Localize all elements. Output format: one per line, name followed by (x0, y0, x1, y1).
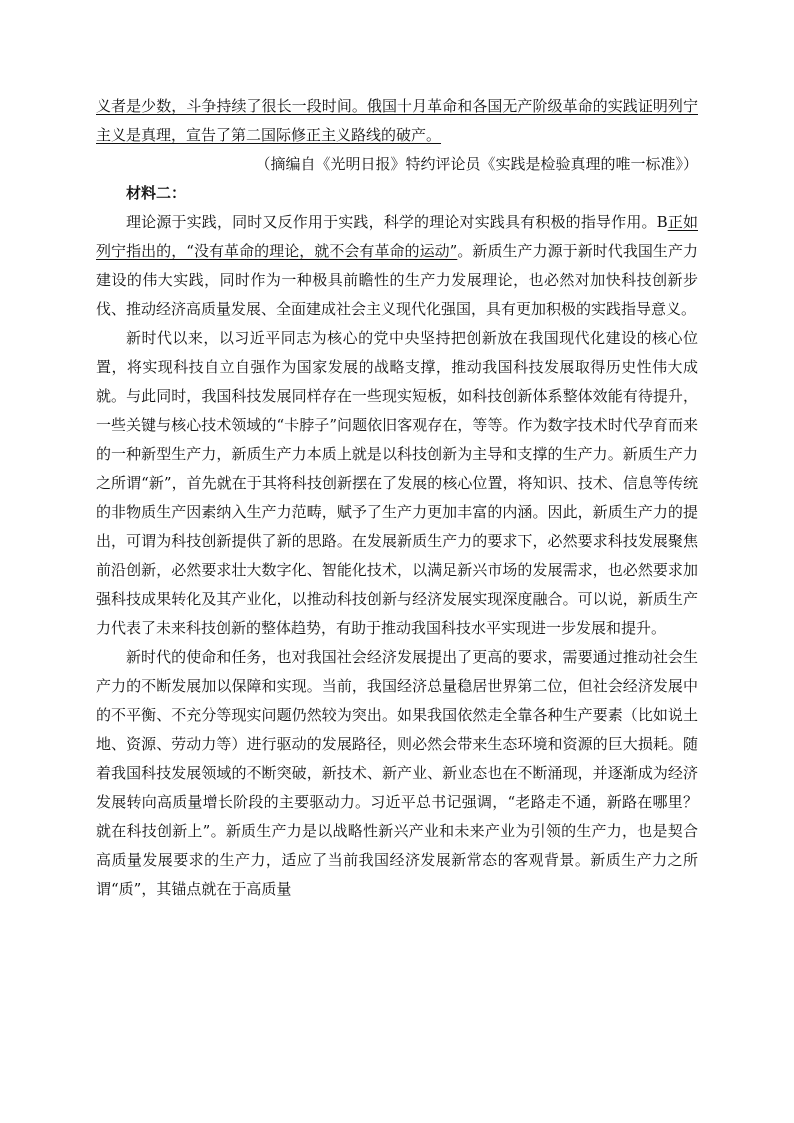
paragraph-1-intro: 理论源于实践，同时又反作用于实践，科学的理论对实践具有积极的指导作用。B (126, 213, 668, 231)
document-body (96, 92, 698, 904)
lenin-quote-underlined: 正如列宁指出的，“没有革命的理论，就不会有革命的运动” (96, 213, 698, 260)
underlined-sentence: 义者是少数，斗争持续了很长一段时间。俄国十月革命和各国无产阶级革命的实践证明列宁主义是真理，宣告了第二国际修正主义路线的破产。 (96, 97, 698, 144)
material2-paragraph-1 (96, 208, 698, 324)
material2-paragraph-2: 新时代以来，以习近平同志为核心的党中央坚持把创新放在我国现代化建设的核心位置，将实现科技自立自强作为国家发展的战略支撑，推动我国科技发展取得历史性伟大成就。与此同时，我国科技发展同样存在一些现实短板，如科技创新体系整体效能有待提升，一些关键与核心技术领域的“卡脖子”问题依旧客观存在，等等。作为数字技术时代孕育而来的一种新型生产力，新质生产力本质上就是以科技创新为主导和支撑的生产力。新质生产力之所谓“新”，首先就在于其将科技创新摆在了发展的核心位置，将知识、技术、信息等传统的非物质生产因素纳入生产力范畴，赋予了生产力更加丰富的内涵。因此，新质生产力的提出，可谓为科技创新提供了新的思路。在发展新质生产力的要求下，必然要求科技发展聚焦前沿创新，必然要求壮大数字化、智能化技术，以满足新兴市场的发展需求，也必然要求加强科技成果转化及其产业化，以推动科技创新与经济发展实现深度融合。可以说，新质生产力代表了未来科技创新的整体趋势，有助于推动我国科技水平实现进一步发展和提升。 (96, 329, 698, 637)
material2-heading: 材料二： (126, 184, 187, 202)
material1-source-citation: （摘编自《光明日报》特约评论员《实践是检验真理的唯一标准》） (255, 155, 698, 173)
paragraph-1-rest: 。新质生产力源于新时代我国生产力建设的伟大实践，同时作为一种极具前瞻性的生产力发展理论，也必然对加快科技创新步伐、推动经济高质量发展、全面建成社会主义现代化强国，具有更加积极的实践指导意义。 (96, 242, 698, 318)
material1-continuation (96, 92, 698, 150)
material2-paragraph-3: 新时代的使命和任务，也对我国社会经济发展提出了更高的要求，需要通过推动社会生产力的不断发展加以保障和实现。当前，我国经济总量稳居世界第二位，但社会经济发展中的不平衡、不充分等现实问题仍然较为突出。如果我国依然走全靠各种生产要素（比如说土地、资源、劳动力等）进行驱动的发展路径，则必然会带来生态环境和资源的巨大损耗。随着我国科技发展领域的不断突破，新技术、新产业、新业态也在不断涌现，并逐渐成为经济发展转向高质量增长阶段的主要驱动力。习近平总书记强调，“老路走不通，新路在哪里？就在科技创新上”。新质生产力是以战略性新兴产业和未来产业为引领的生产力，也是契合高质量发展要求的生产力，适应了当前我国经济发展新常态的客观背景。新质生产力之所谓“质”，其锚点就在于高质量 (96, 648, 698, 898)
